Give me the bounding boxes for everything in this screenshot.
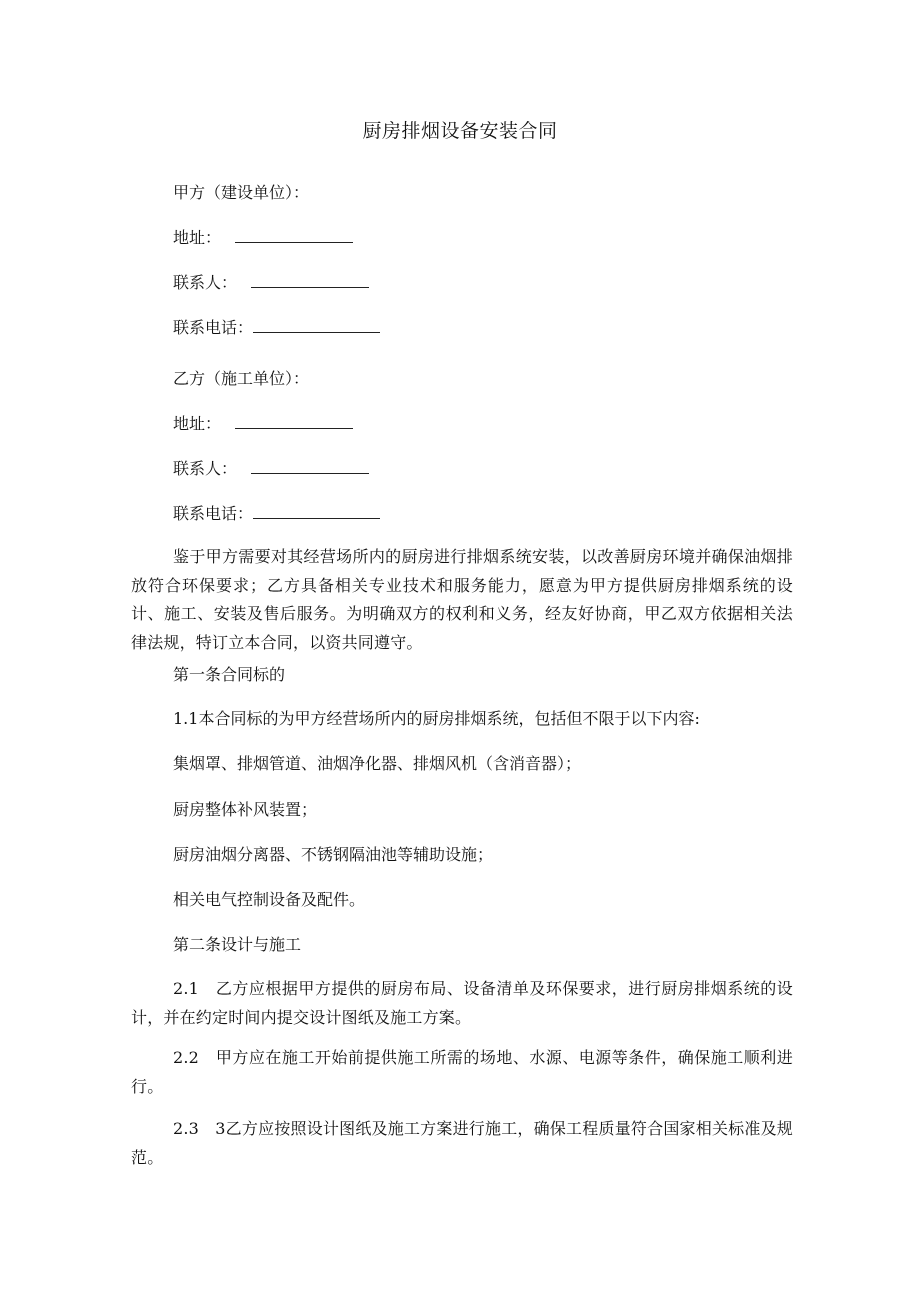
party-a-address-label: 地址： [173,228,222,247]
clause-2-1: 2.1 乙方应根据甲方提供的厨房布局、设备清单及环保要求，进行厨房排烟系统的设计，并在约定时间内提交设计图纸及施工方案。 [131,979,793,1027]
party-a-phone-line [173,318,380,338]
party-b-phone-field[interactable] [253,504,380,519]
party-a-contact-field[interactable] [251,273,369,288]
document-title: 厨房排烟设备安装合同 [362,120,558,142]
party-a-address-field[interactable] [235,228,353,243]
article-1-item: 厨房油烟分离器、不锈钢隔油池等辅助设施； [173,845,494,864]
preamble-paragraph: 鉴于甲方需要对其经营场所内的厨房进行排烟系统安装，以改善厨房环境并确保油烟排放符合环保要求；乙方具备相关专业技术和服务能力，愿意为甲方提供厨房排烟系统的设计、施工、安装及售后服务。为明确双方的权利和义务，经友好协商，甲乙双方依据相关法律法规，特订立本合同，以资共同遵守。 [131,547,793,652]
party-b-contact-label: 联系人： [173,459,238,478]
clause-1-1: 1.1本合同标的为甲方经营场所内的厨房排烟系统，包括但不限于以下内容: [173,709,700,728]
party-a-contact-line [173,273,369,293]
party-a-heading: 甲方（建设单位）： [173,183,310,202]
article-2-heading: 第二条设计与施工 [173,935,302,954]
party-a-phone-field[interactable] [253,318,380,333]
article-1-heading: 第一条合同标的 [173,665,286,684]
party-b-phone-label: 联系电话： [173,504,254,523]
party-b-heading: 乙方（施工单位）： [173,369,310,388]
article-1-item: 集烟罩、排烟管道、油烟净化器、排烟风机（含消音器）； [173,754,582,773]
party-b-address-field[interactable] [235,414,353,429]
clause-2-2: 2.2 甲方应在施工开始前提供施工所需的场地、水源、电源等条件，确保施工顺利进行。 [131,1048,793,1096]
party-a-address-line [173,228,353,248]
party-b-address-label: 地址： [173,414,222,433]
clause-2-3: 2.3 3乙方应按照设计图纸及施工方案进行施工，确保工程质量符合国家相关标准及规范。 [131,1119,793,1167]
article-1-item: 厨房整体补风装置； [173,800,318,819]
article-1-item: 相关电气控制设备及配件。 [173,890,366,909]
party-b-contact-field[interactable] [251,459,369,474]
party-a-phone-label: 联系电话： [173,318,254,337]
party-b-address-line [173,414,353,434]
party-b-phone-line [173,504,380,524]
party-b-contact-line [173,459,369,479]
party-a-contact-label: 联系人： [173,273,238,292]
